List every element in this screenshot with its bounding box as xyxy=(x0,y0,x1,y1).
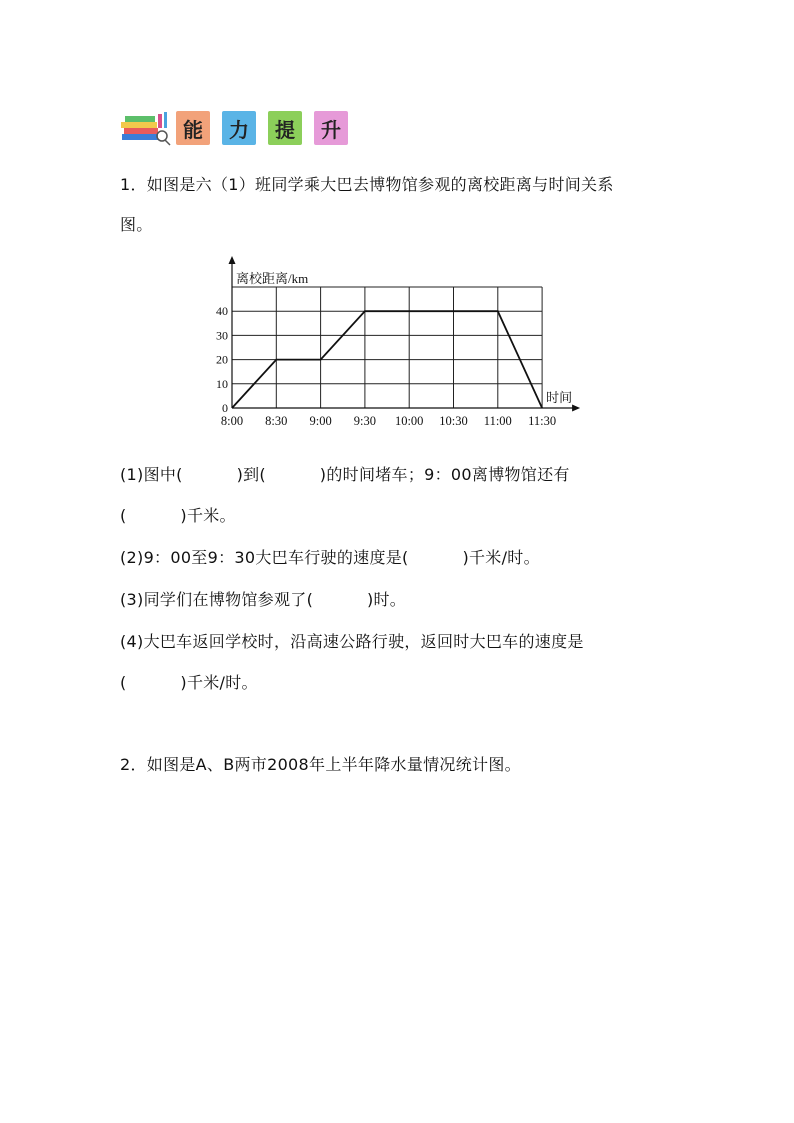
x-tick-label: 10:00 xyxy=(394,414,424,428)
banner-tile-2: 力 xyxy=(222,111,256,145)
books-icon xyxy=(120,110,172,146)
y-tick-label: 10 xyxy=(216,376,228,391)
y-axis-label: 离校距离/km xyxy=(236,271,309,286)
sub-question-1: (1)图中( )到( )的时间堵车；9：00离博物馆还有 xyxy=(120,465,570,484)
x-axis-label: 时间 xyxy=(546,390,573,405)
x-tick-label: 9:30 xyxy=(353,414,377,428)
x-tick-label: 11:30 xyxy=(528,414,557,428)
section-banner xyxy=(120,108,360,148)
sub-question-4: (4)大巴车返回学校时，沿高速公路行驶，返回时大巴车的速度是 xyxy=(120,632,584,651)
x-tick-label: 10:30 xyxy=(439,414,468,428)
y-axis-arrow xyxy=(229,256,236,264)
banner-tile-3: 提 xyxy=(268,111,302,145)
x-tick-label: 8:00 xyxy=(220,414,244,428)
x-tick-label: 9:00 xyxy=(309,414,332,428)
y-tick-label: 30 xyxy=(216,328,228,343)
question-1-text: 1．如图是六（1）班同学乘大巴去博物馆参观的离校距离与时间关系 xyxy=(120,175,614,194)
banner-tile-1: 能 xyxy=(176,111,210,145)
x-axis-arrow xyxy=(572,405,580,412)
sub-question-2: (2)9：00至9：30大巴车行驶的速度是( )千米/时。 xyxy=(120,548,540,567)
y-tick-label: 40 xyxy=(216,304,228,319)
chart-svg xyxy=(210,256,590,436)
x-tick-label: 11:00 xyxy=(483,414,512,428)
sub-question-1-cont: ( )千米。 xyxy=(120,506,236,525)
distance-time-chart xyxy=(210,256,590,436)
sub-question-4-cont: ( )千米/时。 xyxy=(120,673,258,692)
y-tick-label: 20 xyxy=(216,352,228,367)
question-2-text: 2．如图是A、B两市2008年上半年降水量情况统计图。 xyxy=(120,755,521,774)
banner-tile-4: 升 xyxy=(314,111,348,145)
y-tick-label: 0 xyxy=(222,401,228,415)
sub-question-3: (3)同学们在博物馆参观了( )时。 xyxy=(120,590,407,609)
question-1-text-cont: 图。 xyxy=(120,215,153,234)
x-tick-label: 8:30 xyxy=(265,414,288,428)
